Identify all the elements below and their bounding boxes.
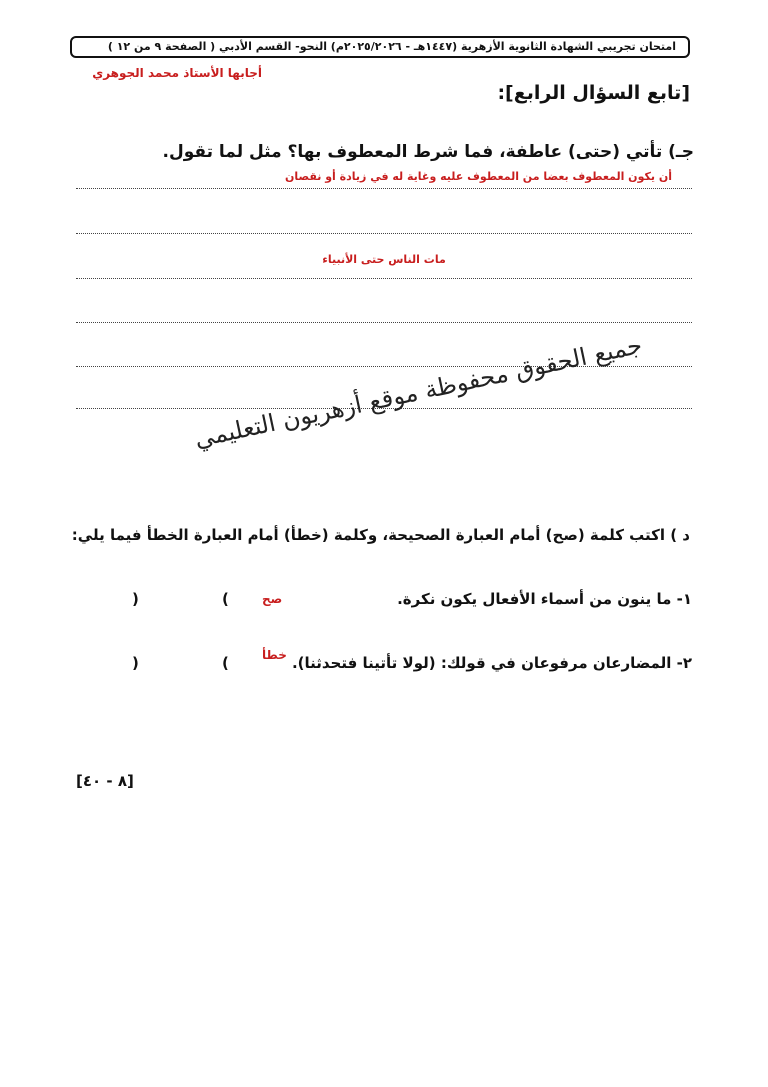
watermark: جميع الحقوق محفوظة موقع أزهريون التعليمي xyxy=(192,330,645,454)
statement-1-answer: صح xyxy=(262,592,283,606)
answer-line-3 xyxy=(76,278,692,279)
author-credit: أجابها الأستاذ محمد الجوهري xyxy=(92,66,262,80)
question-marks: [٨ - ٤٠] xyxy=(76,772,134,790)
question-c-prompt: جـ) تأتي (حتى) عاطفة، فما شرط المعطوف بها؟ مثل لما تقول. xyxy=(162,142,694,162)
answer-line-1 xyxy=(76,188,692,189)
exam-header-text: امتحان تجريبي الشهادة الثانوية الأزهرية (١٤٤٧هـ - ٢٠٢٥/٢٠٢٦م) النحو- القسم الأدبي ( الصفحة ٩ من ١٢ ) xyxy=(107,40,676,53)
exam-header xyxy=(70,36,690,58)
answer-line-2 xyxy=(76,233,692,234)
statement-2-answer: خطأ xyxy=(262,648,287,662)
answer-line-4 xyxy=(76,322,692,323)
statement-2-close-paren: ) xyxy=(132,654,139,672)
statement-2: ٢- المضارعان مرفوعان في قولك: (لولا تأتينا فتحدثنا). xyxy=(291,654,692,672)
question-d-prompt: د ) اكتب كلمة (صح) أمام العبارة الصحيحة، وكلمة (خطأ) أمام العبارة الخطأ فيما يلي: xyxy=(71,526,690,544)
section-title: [تابع السؤال الرابع]: xyxy=(497,82,690,104)
statement-1-open-paren: ( xyxy=(222,590,229,608)
statement-1: ١- ما ينون من أسماء الأفعال يكون نكرة. xyxy=(397,590,692,608)
statement-2-open-paren: ( xyxy=(222,654,229,672)
statement-1-close-paren: ) xyxy=(132,590,139,608)
answer-condition: أن يكون المعطوف بعضا من المعطوف عليه وغاية له في زيادة أو نقصان xyxy=(284,170,672,183)
answer-example: مات الناس حتى الأنبياء xyxy=(322,253,446,266)
